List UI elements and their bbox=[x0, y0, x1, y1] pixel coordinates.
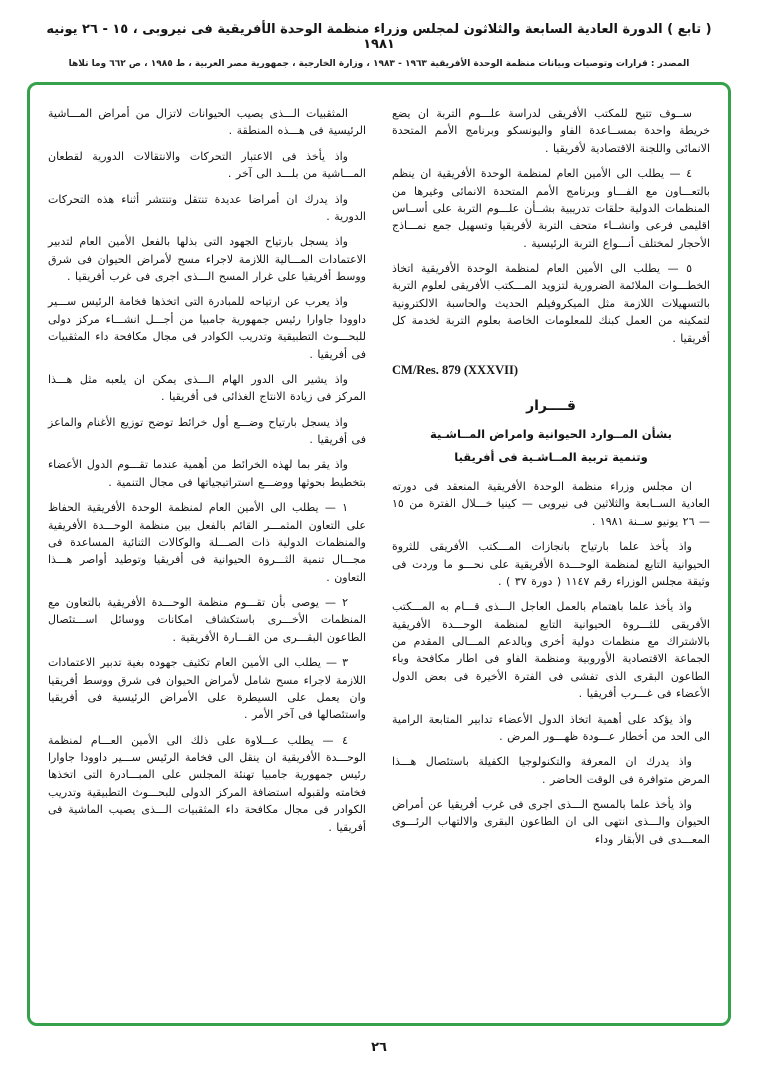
paragraph: واذ يدرك ان المعرفة والتكنولوجيا الكفيلة باستئصال هـــذا المرض متوافرة فى الوقت الحاضر . bbox=[392, 755, 710, 786]
column-first bbox=[392, 105, 710, 1007]
resolution-title: قــــرار bbox=[526, 397, 576, 414]
paragraph: واذ يأخذ علما بارتياح بانجازات المـــكتب الأفريقى للثروة الحيوانية التابع لمنظمة الوحـــدة الأفريقية على نحـــو ما وردت فى وثيقة مجلس الوزراء رقم ١١٤٧ ( دورة ٣٧ ) . bbox=[392, 540, 710, 588]
paragraph: واذ يقر بما لهذه الخرائط من أهمية عندما تقـــوم الدول الأعضاء بتخطيط بحوثها ووضـــع استراتيجياتها فى مجال التنمية . bbox=[48, 458, 366, 489]
paragraph: واذ يأخذ فى الاعتبار التحركات والانتقالات الدورية لقطعان المـــاشية من بلـــد الى آخر . bbox=[48, 149, 366, 181]
paragraph: واذ يدرك ان أمراضا عديدة تنتقل وتنتشر أثناء هذه التحركات الدورية . bbox=[48, 192, 366, 223]
resolution-subtitle-2: وتنمية تربية المــاشـية فى أفريقيا bbox=[454, 449, 648, 464]
document-footer bbox=[0, 1036, 758, 1055]
numbered-clause-3: ٣ — يطلب الى الأمين العام تكثيف جهوده بغية تدبير الاعتمادات اللازمة لاجراء مسح شامل لأمراض الحيوان فى شرق ووسط أفريقيا وان يعمل على السيطرة على الأمراض الرئيسية فى أفريقيا واستئصالها فى آخر الأمر . bbox=[48, 656, 366, 722]
column-second bbox=[48, 105, 366, 1007]
paragraph: واذ يؤكد على أهمية اتخاذ الدول الأعضاء تدابير المتابعة الرامية الى الحد من أخطار عـــودة ظهـــور المرض . bbox=[392, 712, 710, 743]
numbered-clause-4b: ٤ — يطلب عـــلاوة على ذلك الى الأمين العـــام لمنظمة الوحـــدة الأفريقية ان ينقل الى فخامة الرئيس ســـير داوودا جاوارا رئيس جمهورية جامبيا تهنئة المجلس على المبـــادرة التى اتخذها فخامته ولقبوله استضافة المركز الدولى للبحـــوث التطبيقية وتدريب الكوادر فى مجال مكافحة داء المثقبيات الـــذى يصيب الماشية فى أفريقيا . bbox=[48, 733, 366, 834]
paragraph: المثقبيات الـــذى يصيب الحيوانات لاتزال من أمراض المـــاشية الرئيسية فى هـــذه المنطقة . bbox=[48, 107, 366, 138]
paragraph: واذ يسجل بارتياح وضـــع أول خرائط توضح توزيع الأغنام والماعز فى أفريقيا . bbox=[48, 415, 366, 446]
two-column-layout bbox=[48, 105, 710, 1007]
paragraph: واذ يسجل بارتياح الجهود التى بذلها بالفعل الأمين العام لتدبير الاعتمادات المـــالية اللازمة لاجراء مسح لأمراض الحيوان فى شرق ووسط أفريقيا على غرار المسح الـــذى اجرى فى غرب أفريقيا . bbox=[48, 235, 366, 283]
paragraph: واذ يعرب عن ارتياحه للمبادرة التى اتخذها فخامة الرئيس ســـير داوودا جاوارا رئيس جمهورية جامبيا من أجـــل انشـــاء مركز دولى للبحـــوث التطبيقية وتدريب الكوادر فى مجال مكافحة داء المثقبيات فى أفريقيا . bbox=[48, 295, 366, 361]
content-frame bbox=[27, 82, 731, 1026]
resolution-subtitle-1: بشأن المــوارد الحيوانية وامراض المــاشـية bbox=[430, 426, 672, 441]
numbered-clause-1: ١ — يطلب الى الأمين العام لمنظمة الوحدة الأفريقية الحفاظ على التعاون المثمـــر القائم بالفعل بين منظمة الوحـــدة الأفريقية والمنظمات الدولية ذات الصـــلة والوكالات الثنائية المساعدة فى مجـــال تنمية الثـــروة الحيوانية فى أفريقيا وتوطيد أواصر هـــذا التعاون . bbox=[48, 501, 366, 584]
paragraph: واذ يشير الى الدور الهام الـــذى يمكن ان يلعبه مثل هـــذا المركز فى زيادة الانتاج الغذائى فى أفريقيا . bbox=[48, 372, 366, 404]
document-header bbox=[0, 0, 758, 69]
numbered-clause-5: ٥ — يطلب الى الأمين العام لمنظمة الوحدة الأفريقية اتخاذ الخطـــوات الملائمة الضرورية لتزويد المـــكتب الأفريقى لعلوم التربة بالتسهيلات اللازمة مثل الميكروفيلم الحديث والحاسبة الالكترونية لتمكينه من العمل كبنك للمعلومات الخاصة بعلوم التربة لخدمة كل أفريقيا . bbox=[392, 262, 710, 345]
numbered-clause-2: ٢ — يوصى بأن تقـــوم منظمة الوحـــدة الأفريقية بالتعاون مع المنظمات الأخـــرى باستكشاف امكانات ووسائل اســـتئصال الطاعون البقـــرى من القـــارة الأفريقية . bbox=[48, 596, 366, 644]
paragraph: ســوف تتيح للمكتب الأفريقى لدراسة علـــوم التربة ان يضع خريطة واحدة بمســاعدة الفاو واليونسكو وبرنامج الأمم المتحدة الانمائى واللجنة الاقتصادية لأفريقيا . bbox=[392, 107, 710, 155]
page-number: ٢٦ bbox=[371, 1040, 387, 1055]
paragraph: واذ يأخذ علما باهتمام بالعمل العاجل الـــذى قـــام به المـــكتب الأفريقى للثـــروة الحيوانية التابع لمنظمة الوحـــدة الأفريقية بالاشتراك مع منظمات دولية أخرى وبالدعم المـــالى المقدم من الجماعة الاقتصادية الأوروبية ومنظمة الفاو فى اطار مكافحة وباء الطاعون البقرى الذى تفشى فى الفترة الأخيرة فى بعض الدول الأعضاء فى غـــرب أفريقيا . bbox=[392, 600, 710, 701]
numbered-clause-4: ٤ — يطلب الى الأمين العام لمنظمة الوحدة الأفريقية ان ينظم بالتعـــاون مع الفـــاو وبرنامج الأمم المتحدة الانمائى وغيرها من المنظمات الدولية حلقات تدريبية بشــأن علـــوم التربة على أســاس اقليمى فرعى وانشــاء متحف التربة لأفريقيا وتسهيل جمع نمـــاذج الأحجار لمختلف أنـــواع التربة الرئيسية . bbox=[392, 167, 710, 250]
paragraph: واذ يأخذ علما بالمسح الـــذى اجرى فى غرب أفريقيا عن أمراض الحيوان والـــذى انتهى الى ان الطاعون البقرى والالتهاب الرئـــوى المعـــدى فى الأبقار وداء bbox=[392, 798, 710, 846]
session-title: ( تابع ) الدورة العادية السابعة والثلاثون لمجلس وزراء منظمة الوحدة الأفريقية فى نيروبى ، ١٥ - ٢٦ يونيه ١٩٨١ bbox=[46, 22, 712, 52]
resolution-code: CM/Res. 879 (XXXVII) bbox=[392, 362, 519, 377]
source-citation: المصدر : قرارات وتوصيات وبيانات منظمة الوحدة الأفريقية ١٩٦٣ - ١٩٨٣ ، وزارة الخارجية ، جمهورية مصر العربية ، ط ١٩٨٥ ، ص ٦٦٢ وما تلاها bbox=[68, 59, 690, 69]
paragraph: ان مجلس وزراء منظمة الوحدة الأفريقية المنعقد فى دورته العادية الســابعة والثلاثين فى نيروبى — كينيا خـــلال الفترة من ١٥ — ٢٦ يونيو ســنة ١٩٨١ . bbox=[392, 480, 710, 528]
